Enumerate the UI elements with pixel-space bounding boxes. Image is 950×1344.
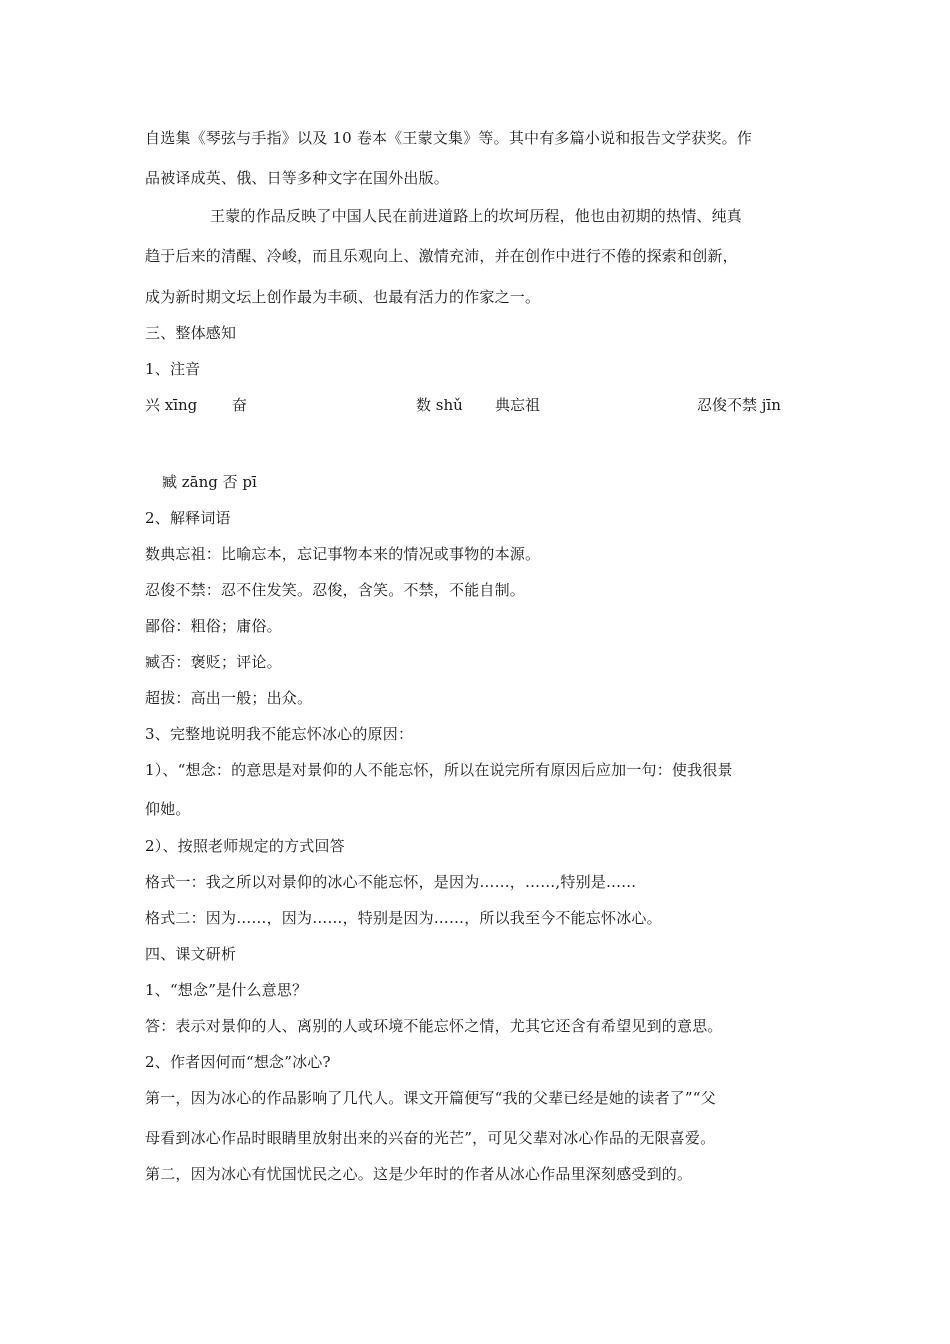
bio-line-2: 品被译成英、俄、日等多种文字在国外出版。 xyxy=(145,169,450,187)
analysis-question-1: 1、“想念”是什么意思？ xyxy=(145,981,308,999)
pinyin-shu: 数 shǔ xyxy=(416,396,463,414)
reason-answer-1-cont: 仰她。 xyxy=(145,800,191,818)
term-heading: 2、解释词语 xyxy=(145,509,231,527)
term-item: 超拔：高出一般；出众。 xyxy=(145,689,313,707)
term-item: 数典忘祖：比喻忘本，忘记事物本来的情况或事物的本源。 xyxy=(145,545,541,563)
answer-format-2: 格式二：因为……，因为……，特别是因为……，所以我至今不能忘怀冰心。 xyxy=(145,909,662,927)
pronunciation-heading: 1、注音 xyxy=(145,360,201,378)
bio-paragraph-start: 王蒙的作品反映了中国人民在前进道路上的坎坷历程，他也由初期的热情、纯真 xyxy=(210,207,743,225)
pinyin-fen: 奋 xyxy=(232,396,248,414)
analysis-point-1-cont: 母看到冰心作品时眼睛里放射出来的兴奋的光芒”，可见父辈对冰心作品的无限喜爱。 xyxy=(145,1129,716,1147)
pinyin-zang: 臧 zāng 否 pī xyxy=(162,473,257,491)
term-item: 忍俊不禁：忍不住发笑。忍俊，含笑。不禁，不能自制。 xyxy=(145,581,526,599)
reason-answer-1: 1）、“想念：的意思是对景仰的人不能忘怀，所以在说完所有原因后应加一句：使我很景 xyxy=(145,761,733,779)
term-item: 臧否：褒贬；评论。 xyxy=(145,653,282,671)
pinyin-dianwangzu: 典忘祖 xyxy=(495,396,541,414)
analysis-point-1: 第一，因为冰心的作品影响了几代人。课文开篇便写“我的父辈已经是她的读者了”“父 xyxy=(145,1089,716,1107)
reason-answer-2: 2）、按照老师规定的方式回答 xyxy=(145,837,345,855)
section-3-heading: 三、整体感知 xyxy=(145,324,237,342)
analysis-point-2: 第二，因为冰心有忧国忧民之心。这是少年时的作者从冰心作品里深刻感受到的。 xyxy=(145,1165,693,1183)
pinyin-renjun: 忍俊不禁 jīn xyxy=(697,396,781,414)
reason-question: 3、完整地说明我不能忘怀冰心的原因： xyxy=(145,725,414,743)
analysis-answer-1: 答：表示对景仰的人、离别的人或环境不能忘怀之情，尤其它还含有希望见到的意思。 xyxy=(145,1017,723,1035)
bio-line-5: 成为新时期文坛上创作最为丰硕、也最有活力的作家之一。 xyxy=(145,288,541,306)
pinyin-xing: 兴 xīng xyxy=(145,396,198,414)
section-4-heading: 四、课文研析 xyxy=(145,945,237,963)
bio-line-4: 趋于后来的清醒、冷峻，而且乐观向上、激情充沛，并在创作中进行不倦的探索和创新， xyxy=(145,247,738,265)
answer-format-1: 格式一：我之所以对景仰的冰心不能忘怀，是因为……，……,特别是…… xyxy=(145,873,637,891)
bio-line-1: 自选集《琴弦与手指》以及 10 卷本《王蒙文集》等。其中有多篇小说和报告文学获奖。作 xyxy=(145,129,753,147)
term-item: 鄙俗：粗俗；庸俗。 xyxy=(145,617,282,635)
analysis-question-2: 2、作者因何而“想念”冰心? xyxy=(145,1053,331,1071)
